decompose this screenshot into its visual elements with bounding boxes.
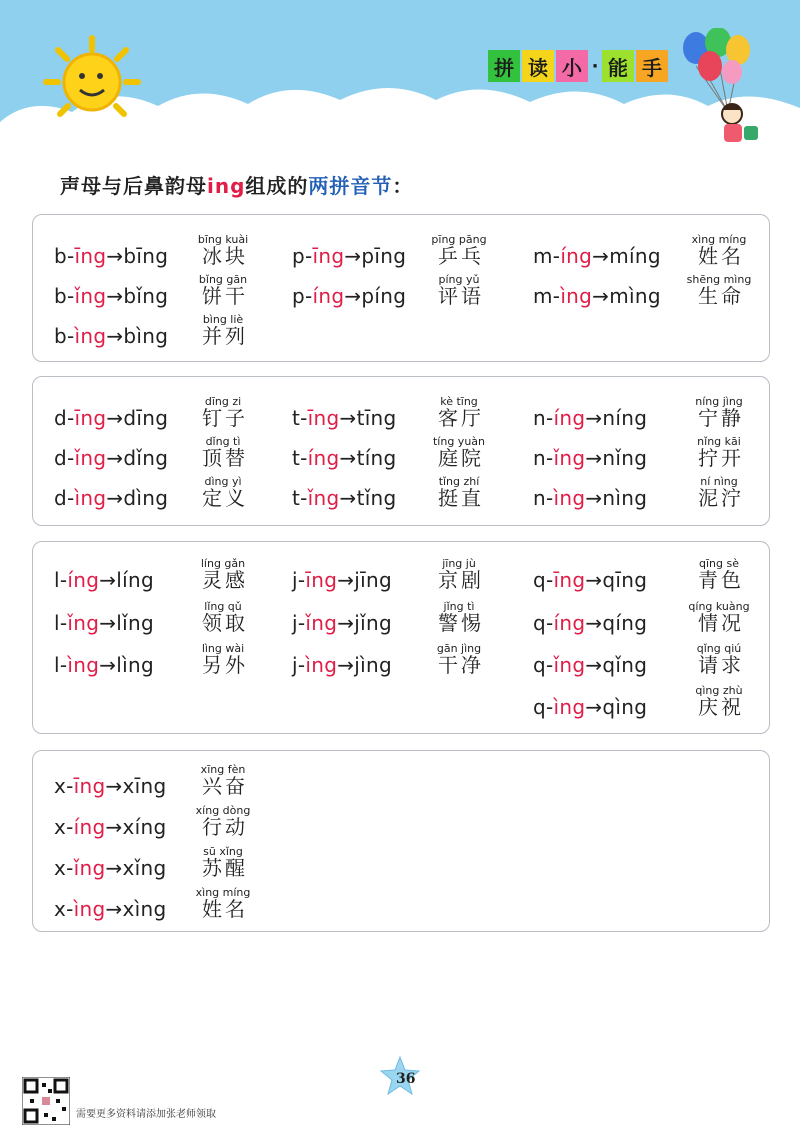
word-hanzi: 顶替 <box>202 446 248 470</box>
arrow-icon: → <box>105 774 123 798</box>
word-hanzi: 生命 <box>698 284 744 308</box>
syllable-item <box>0 637 800 679</box>
word-hanzi: 请求 <box>698 653 744 677</box>
final-ing: íng <box>560 244 593 268</box>
word-pinyin: níng jìng <box>695 395 743 408</box>
arrow-icon: → <box>337 611 355 635</box>
final-ing: ìng <box>553 695 586 719</box>
arrow-icon: → <box>337 568 355 592</box>
syllable-item <box>0 758 800 800</box>
header-banner <box>0 0 800 150</box>
syllable-formula <box>54 856 167 880</box>
result-syllable: líng <box>116 568 154 592</box>
word-pinyin: lǐng qǔ <box>204 600 242 613</box>
arrow-icon: → <box>592 284 610 308</box>
word-hanzi: 庆祝 <box>698 695 744 719</box>
word-pinyin: qìng zhù <box>695 684 743 697</box>
word-hanzi: 宁静 <box>698 406 744 430</box>
word-hanzi: 干净 <box>438 653 484 677</box>
word-hanzi: 冰块 <box>202 244 248 268</box>
title-badge-3: 小 <box>556 50 588 82</box>
word-pinyin: ní nìng <box>700 475 738 488</box>
initial-consonant: n- <box>533 446 554 470</box>
syllable-formula <box>533 653 647 677</box>
arrow-icon: → <box>585 611 603 635</box>
syllable-formula <box>533 611 647 635</box>
final-ing: ìng <box>553 486 586 510</box>
footer-note: 需要更多资料请添加张老师领取 <box>76 1109 216 1120</box>
syllable-item <box>0 552 800 594</box>
title-prefix: 声母与后鼻韵母 <box>60 174 207 198</box>
syllable-item <box>0 799 800 841</box>
word-pinyin: xìng míng <box>195 886 251 899</box>
arrow-icon: → <box>106 486 124 510</box>
initial-consonant: b- <box>54 244 75 268</box>
arrow-icon: → <box>585 446 603 470</box>
result-syllable: nǐng <box>602 446 648 470</box>
result-syllable: jǐng <box>354 611 392 635</box>
result-syllable: jìng <box>354 653 392 677</box>
result-syllable: bǐng <box>123 284 169 308</box>
word-pinyin: lìng wài <box>201 642 245 655</box>
result-syllable: tǐng <box>356 486 397 510</box>
final-ing: īng <box>307 406 340 430</box>
initial-consonant: q- <box>533 611 554 635</box>
result-syllable: nìng <box>602 486 648 510</box>
syllable-formula <box>54 324 168 348</box>
initial-consonant: t- <box>292 486 308 510</box>
initial-consonant: l- <box>54 611 68 635</box>
arrow-icon: → <box>585 406 603 430</box>
result-syllable: bīng <box>123 244 169 268</box>
word-hanzi: 评语 <box>438 284 484 308</box>
word-pinyin: sū xǐng <box>203 845 243 858</box>
final-ing: ìng <box>73 897 106 921</box>
syllable-formula <box>533 486 647 510</box>
syllable-formula <box>533 406 647 430</box>
arrow-icon: → <box>99 568 117 592</box>
result-syllable: mìng <box>609 284 661 308</box>
arrow-icon: → <box>99 611 117 635</box>
word-pinyin: kè tīng <box>440 395 478 408</box>
word-hanzi: 灵感 <box>202 568 248 592</box>
result-syllable: lǐng <box>116 611 154 635</box>
balloons-girl-illustration <box>670 28 780 150</box>
final-ing: īng <box>305 568 338 592</box>
initial-consonant: b- <box>54 284 75 308</box>
word-pinyin: gān jìng <box>436 642 482 655</box>
final-ing: ìng <box>74 324 107 348</box>
arrow-icon: → <box>592 244 610 268</box>
qr-code-icon <box>22 1077 70 1125</box>
title-mid: 组成的 <box>245 174 309 198</box>
word-hanzi: 拧开 <box>698 446 744 470</box>
result-syllable: dìng <box>123 486 169 510</box>
arrow-icon: → <box>585 568 603 592</box>
result-syllable: tíng <box>356 446 397 470</box>
initial-consonant: m- <box>533 244 561 268</box>
result-syllable: lìng <box>116 653 154 677</box>
initial-consonant: n- <box>533 406 554 430</box>
word-hanzi: 苏醒 <box>202 856 248 880</box>
word-hanzi: 领取 <box>202 611 248 635</box>
title-highlight: ing <box>207 174 246 198</box>
final-ing: ǐng <box>553 653 586 677</box>
result-syllable: xǐng <box>122 856 167 880</box>
word-pinyin: dìng yì <box>204 475 242 488</box>
word-pinyin: dīng zi <box>204 395 242 408</box>
title-badge-2: 读 <box>522 50 554 82</box>
result-syllable: píng <box>361 284 407 308</box>
final-ing: īng <box>74 406 107 430</box>
result-syllable: bìng <box>123 324 169 348</box>
word-hanzi: 京剧 <box>438 568 484 592</box>
result-syllable: níng <box>602 406 648 430</box>
final-ing: ìng <box>560 284 593 308</box>
result-syllable: dīng <box>123 406 169 430</box>
result-syllable: xíng <box>122 815 167 839</box>
result-syllable: xīng <box>122 774 167 798</box>
initial-consonant: t- <box>292 406 308 430</box>
syllable-formula <box>533 244 661 268</box>
final-ing: ǐng <box>305 611 338 635</box>
initial-consonant: x- <box>54 856 74 880</box>
title-badge-4: 能 <box>602 50 634 82</box>
initial-consonant: x- <box>54 897 74 921</box>
word-pinyin: xíng dòng <box>195 804 251 817</box>
syllable-formula <box>54 897 167 921</box>
word-pinyin: dǐng tì <box>205 435 241 448</box>
syllable-item <box>0 881 800 923</box>
arrow-icon: → <box>339 446 357 470</box>
final-ing: ǐng <box>74 446 107 470</box>
word-hanzi: 定义 <box>202 486 248 510</box>
final-ing: īng <box>312 244 345 268</box>
syllable-item <box>0 679 800 721</box>
result-syllable: míng <box>609 244 661 268</box>
word-hanzi: 姓名 <box>698 244 744 268</box>
final-ing: ǐng <box>67 611 100 635</box>
syllable-item <box>0 595 800 637</box>
title-badge-1: 拼 <box>488 50 520 82</box>
initial-consonant: q- <box>533 568 554 592</box>
word-pinyin: shēng mìng <box>686 273 752 286</box>
arrow-icon: → <box>339 406 357 430</box>
syllable-formula <box>54 774 167 798</box>
word-hanzi: 兴奋 <box>202 774 248 798</box>
arrow-icon: → <box>585 486 603 510</box>
word-pinyin: nǐng kāi <box>697 435 741 448</box>
word-pinyin: bīng kuài <box>197 233 249 246</box>
title-suffix: ： <box>392 174 414 198</box>
title-badge-5: 手 <box>636 50 668 82</box>
arrow-icon: → <box>99 653 117 677</box>
final-ing: íng <box>67 568 100 592</box>
arrow-icon: → <box>106 284 124 308</box>
title-badge-dot: · <box>591 55 599 77</box>
word-pinyin: qǐng qiú <box>696 642 742 655</box>
arrow-icon: → <box>344 244 362 268</box>
word-hanzi: 并列 <box>202 324 248 348</box>
title-emphasis: 两拼音节 <box>308 174 393 198</box>
initial-consonant: l- <box>54 568 68 592</box>
arrow-icon: → <box>585 653 603 677</box>
word-pinyin: tíng yuàn <box>432 435 486 448</box>
syllable-item <box>0 308 800 350</box>
syllable-formula <box>533 568 647 592</box>
word-hanzi: 情况 <box>698 611 744 635</box>
result-syllable: dǐng <box>123 446 169 470</box>
word-pinyin: bìng liè <box>202 313 244 326</box>
arrow-icon: → <box>106 406 124 430</box>
arrow-icon: → <box>105 897 123 921</box>
syllable-item <box>0 228 800 270</box>
final-ing: ìng <box>305 653 338 677</box>
initial-consonant: j- <box>292 568 306 592</box>
syllable-item <box>0 840 800 882</box>
initial-consonant: q- <box>533 695 554 719</box>
syllable-item <box>0 268 800 310</box>
word-pinyin: jǐng tì <box>443 600 475 613</box>
word-hanzi: 饼干 <box>202 284 248 308</box>
final-ing: ǐng <box>307 486 340 510</box>
word-hanzi: 姓名 <box>202 897 248 921</box>
word-hanzi: 青色 <box>698 568 744 592</box>
word-pinyin: píng yǔ <box>438 273 480 286</box>
word-hanzi: 客厅 <box>438 406 484 430</box>
syllable-item <box>0 470 800 512</box>
arrow-icon: → <box>337 653 355 677</box>
final-ing: ǐng <box>553 446 586 470</box>
result-syllable: qíng <box>602 611 648 635</box>
initial-consonant: b- <box>54 324 75 348</box>
initial-consonant: j- <box>292 653 306 677</box>
word-pinyin: líng gǎn <box>200 557 246 570</box>
word-hanzi: 警惕 <box>438 611 484 635</box>
initial-consonant: q- <box>533 653 554 677</box>
result-syllable: tīng <box>356 406 397 430</box>
word-hanzi: 另外 <box>202 653 248 677</box>
exercise-title <box>60 170 413 199</box>
initial-consonant: p- <box>292 244 313 268</box>
word-hanzi: 乒乓 <box>438 244 484 268</box>
arrow-icon: → <box>585 695 603 719</box>
final-ing: īng <box>73 774 106 798</box>
final-ing: íng <box>553 611 586 635</box>
word-pinyin: tǐng zhí <box>438 475 480 488</box>
result-syllable: qǐng <box>602 653 648 677</box>
initial-consonant: l- <box>54 653 68 677</box>
syllable-formula <box>533 695 647 719</box>
final-ing: ìng <box>67 653 100 677</box>
final-ing: ǐng <box>74 284 107 308</box>
sun-icon <box>38 30 148 130</box>
initial-consonant: n- <box>533 486 554 510</box>
arrow-icon: → <box>106 446 124 470</box>
section-title-badges <box>488 50 668 82</box>
initial-consonant: j- <box>292 611 306 635</box>
initial-consonant: t- <box>292 446 308 470</box>
final-ing: íng <box>312 284 345 308</box>
result-syllable: qīng <box>602 568 648 592</box>
page-number: 36 <box>396 1071 416 1087</box>
result-syllable: qìng <box>602 695 648 719</box>
word-hanzi: 庭院 <box>438 446 484 470</box>
word-hanzi: 泥泞 <box>698 486 744 510</box>
word-pinyin: xīng fèn <box>200 763 246 776</box>
arrow-icon: → <box>344 284 362 308</box>
word-pinyin: xìng míng <box>691 233 747 246</box>
syllable-item <box>0 390 800 432</box>
syllable-formula <box>54 815 167 839</box>
word-hanzi: 钉子 <box>202 406 248 430</box>
final-ing: īng <box>553 568 586 592</box>
initial-consonant: d- <box>54 446 75 470</box>
final-ing: íng <box>73 815 106 839</box>
syllable-formula <box>533 446 647 470</box>
word-pinyin: jīng jù <box>442 557 476 570</box>
word-hanzi: 挺直 <box>438 486 484 510</box>
final-ing: íng <box>553 406 586 430</box>
word-pinyin: qíng kuàng <box>688 600 750 613</box>
initial-consonant: x- <box>54 815 74 839</box>
word-pinyin: bǐng gān <box>198 273 248 286</box>
result-syllable: pīng <box>361 244 407 268</box>
word-hanzi: 行动 <box>202 815 248 839</box>
arrow-icon: → <box>105 856 123 880</box>
initial-consonant: d- <box>54 486 75 510</box>
initial-consonant: x- <box>54 774 74 798</box>
word-pinyin: pīng pāng <box>431 233 487 246</box>
initial-consonant: p- <box>292 284 313 308</box>
final-ing: íng <box>307 446 340 470</box>
final-ing: īng <box>74 244 107 268</box>
syllable-formula <box>533 284 661 308</box>
final-ing: ìng <box>74 486 107 510</box>
arrow-icon: → <box>106 244 124 268</box>
arrow-icon: → <box>339 486 357 510</box>
word-pinyin: qīng sè <box>699 557 739 570</box>
arrow-icon: → <box>105 815 123 839</box>
initial-consonant: d- <box>54 406 75 430</box>
result-syllable: jīng <box>354 568 392 592</box>
result-syllable: xìng <box>122 897 167 921</box>
arrow-icon: → <box>106 324 124 348</box>
final-ing: ǐng <box>73 856 106 880</box>
initial-consonant: m- <box>533 284 561 308</box>
syllable-item <box>0 430 800 472</box>
